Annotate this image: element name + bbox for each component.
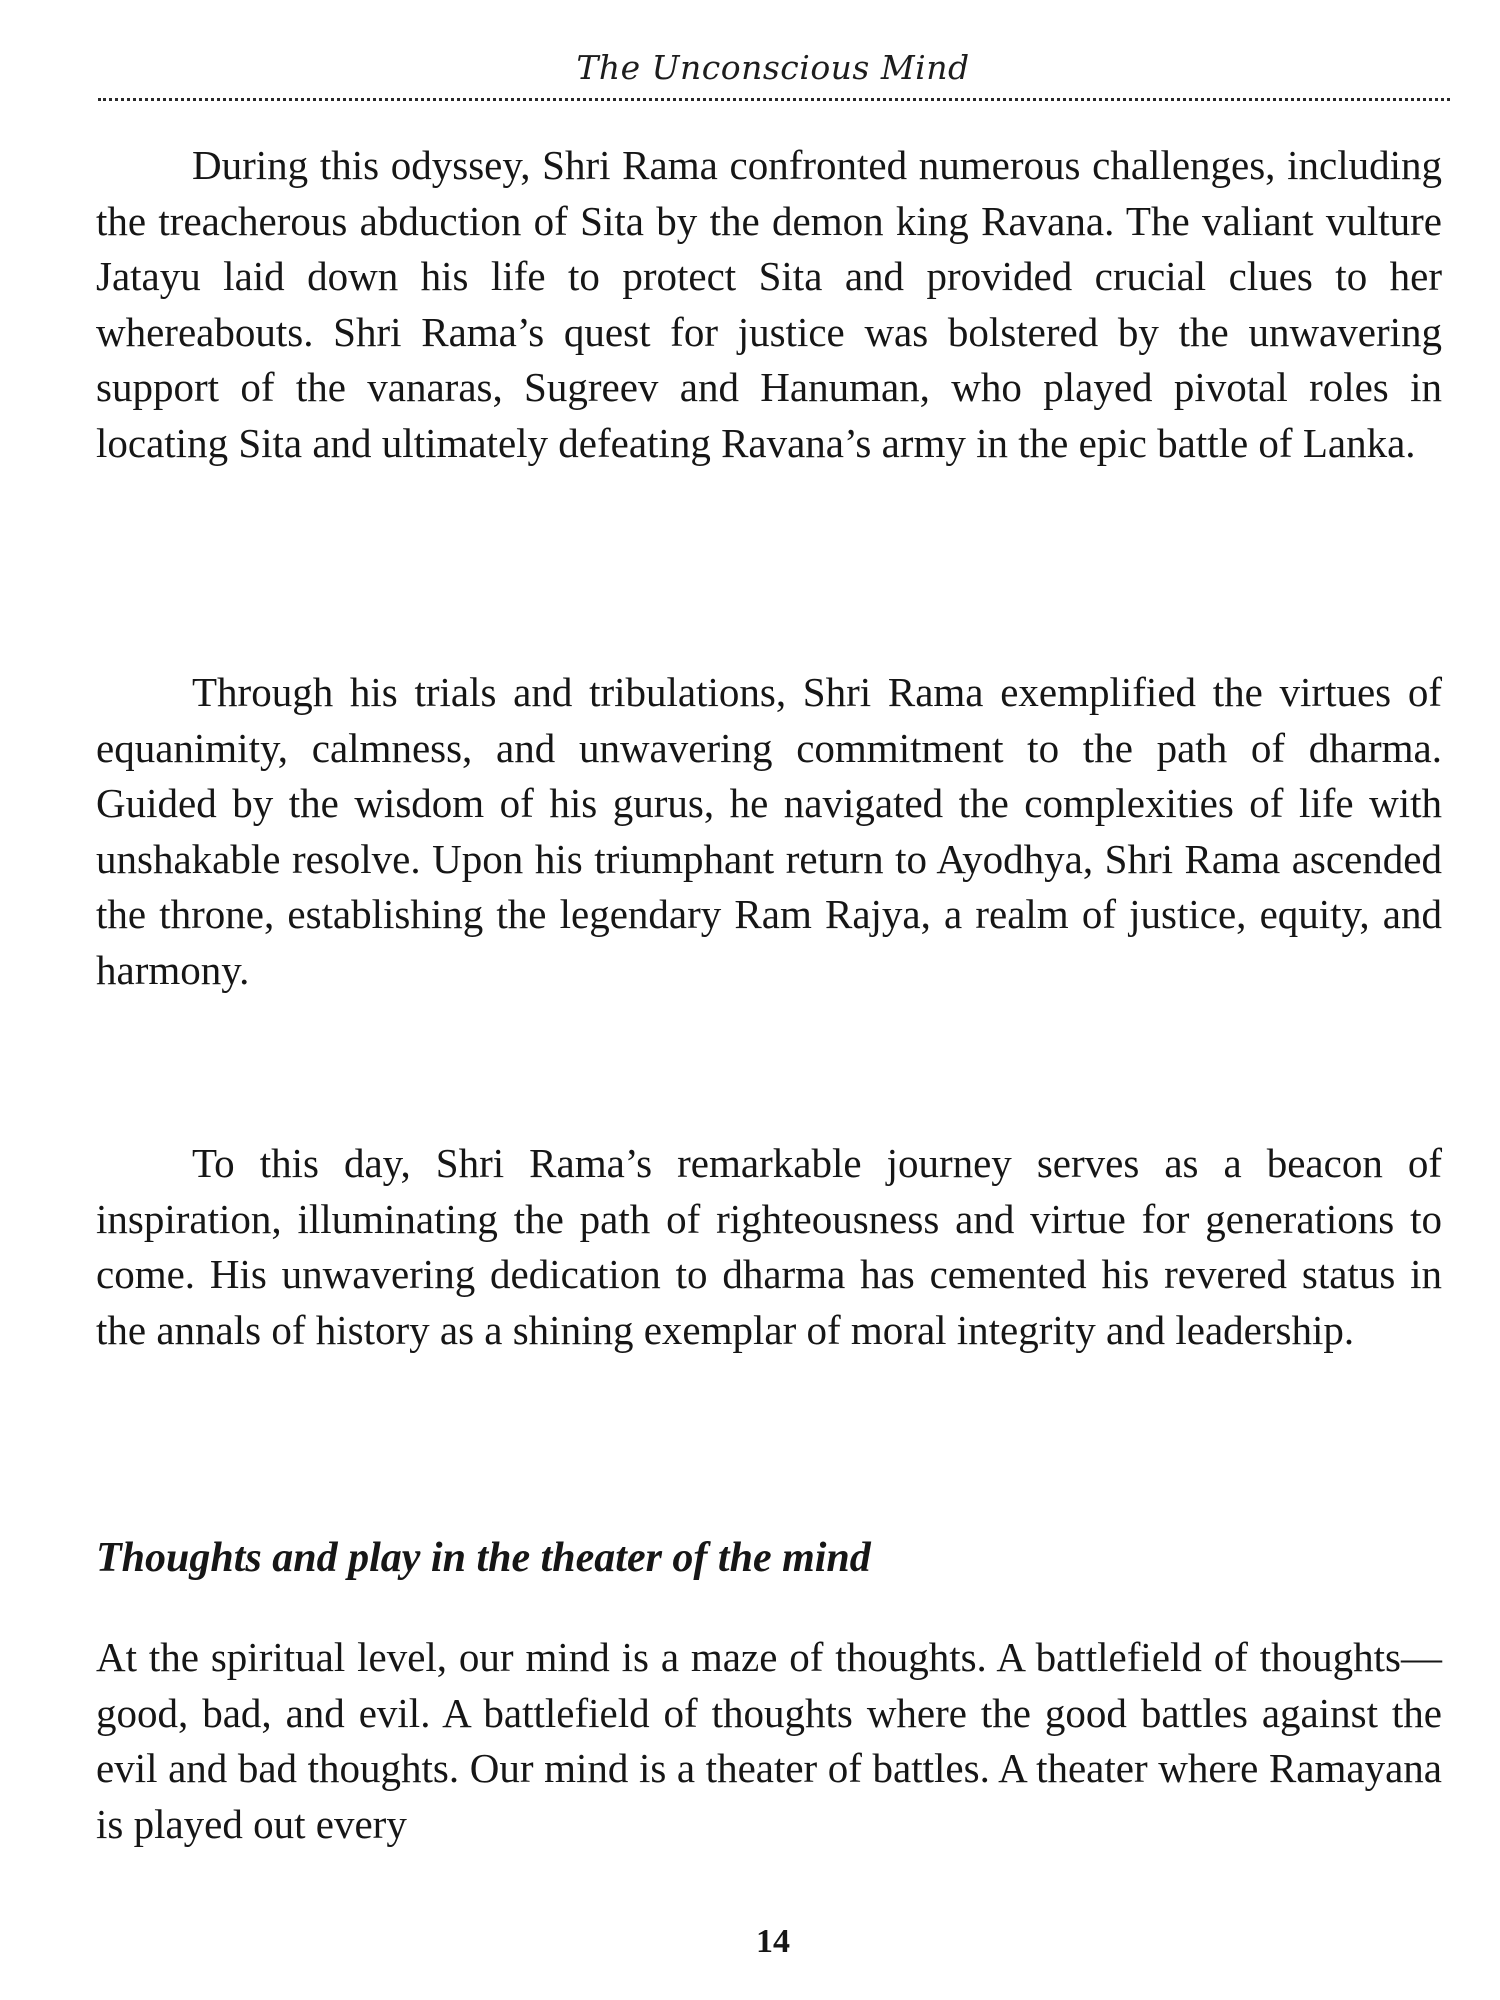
body-paragraph: Through his trials and tribulations, Shri Rama exemplified the virtues of equanimity, calmness, and unwavering commitment to the path of dharma. Guided by the wisdom of his gurus, he navigated the complexities of life with unshakable resolve. Upon his triumphant return to Ayodhya, Shri Rama ascended the throne, establishing the legendary Ram Rajya, a realm of justice, equity, and harmony. bbox=[96, 669, 1442, 993]
body-paragraph: During this odyssey, Shri Rama confronted numerous challenges, including the treacherous abduction of Sita by the demon king Ravana. The valiant vulture Jatayu laid down his life to protect Sita and provided crucial clues to her whereabouts. Shri Rama’s quest for justice was bolstered by the unwavering support of the vanaras, Sugreev and Hanuman, who played pivotal roles in locating Sita and ultimately defeating Ravana’s army in the epic battle of Lanka. bbox=[96, 142, 1442, 466]
page-number: 14 bbox=[756, 1923, 790, 1960]
section-heading: Thoughts and play in the theater of the mind bbox=[96, 1535, 871, 1581]
body-paragraph: To this day, Shri Rama’s remarkable journey serves as a beacon of inspiration, illuminating the path of righteousness and virtue for generations to come. His unwavering dedication to dharma has cemented his revered status in the annals of history as a shining exemplar of moral integrity and leadership. bbox=[96, 1140, 1442, 1353]
header-dotted-rule bbox=[98, 98, 1450, 101]
running-header: The Unconscious Mind bbox=[576, 48, 970, 87]
section-body-paragraph: At the spiritual level, our mind is a maze of thoughts. A battlefield of thoughts—good, bad, and evil. A battlefield of thoughts where the good battles against the evil and bad thoughts. Our mind is a theater of battles. A theater where Ramayana is played out every bbox=[96, 1634, 1442, 1847]
